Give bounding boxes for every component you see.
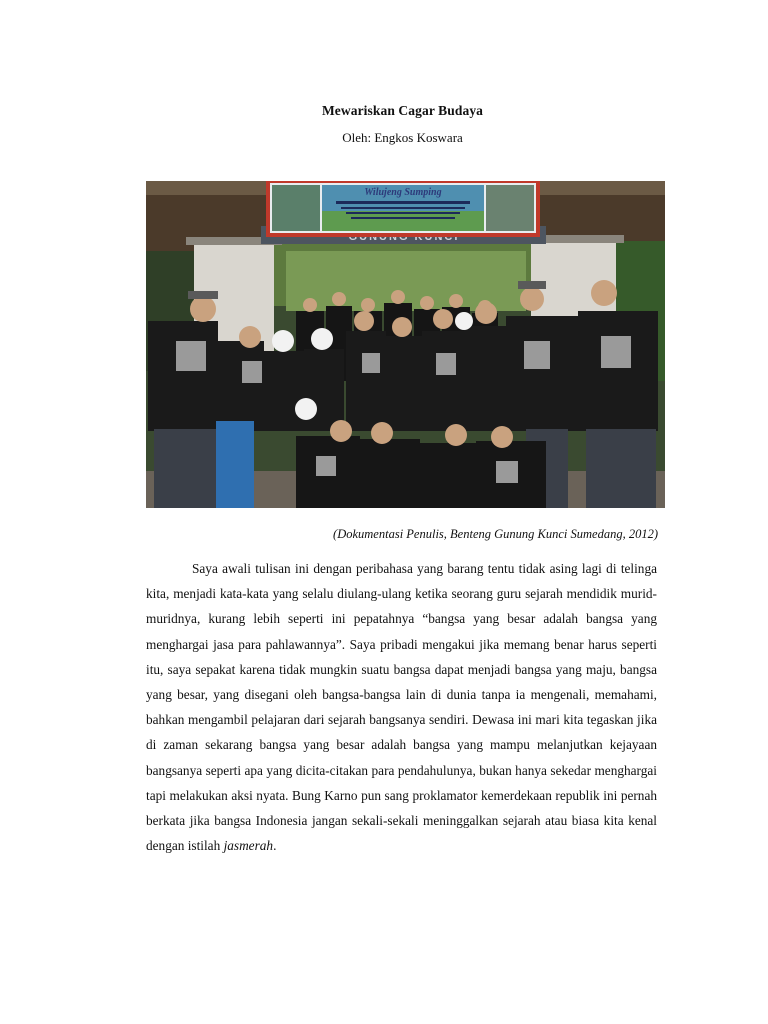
sign-text: Wilujeng Sumping (364, 187, 442, 198)
paragraph-emphasis: jasmerah (223, 838, 274, 854)
group-photo (146, 181, 665, 508)
document-author: Oleh: Engkos Koswara (342, 130, 463, 145)
photo-caption: (Dokumentasi Penulis, Benteng Gunung Kunci Sumedang, 2012) (333, 527, 658, 541)
document-title: Mewariskan Cagar Budaya (321, 103, 484, 118)
body-paragraph (146, 556, 657, 858)
paragraph-text: Saya awali tulisan ini dengan peribahasa yang barang tentu tidak asing lagi di telinga kita, menjadi kata-kata yang selalu diulang-ulang ketika seorang guru sejarah mendidik murid-muridnya, kurang lebih seperti ini pepatahnya “bangsa yang besar adalah bangsa yang menghargai jasa para pahlawannya”. Saya pribadi mengakui jika memang benar harus seperti itu, saya sepakat karena tidak mungkin suatu bangsa dapat menjadi bangsa yang maju, bangsa yang besar, yang disegani oleh bangsa-bangsa lain di dunia tanpa ia mengenali, memahami, bahkan mengambil pelajaran dari sejarah bangsanya sendiri. Dewasa ini mari kita tegaskan jika di zaman sekarang bangsa yang besar adalah bangsa yang mampu melanjutkan kejayaan bangsanya seperti apa yang dicita-citakan para pendahulunya, bukan hanya sekedar menghargai tapi melakukan aksi nyata. Bung Karno pun sang proklamator kemerdekaan republik ini pernah berkata jika bangsa Indonesia jangan sekali-sekali meninggalkan sejarah atau biasa kita kenal dengan istilah (146, 561, 657, 854)
paragraph-end: . (273, 838, 277, 854)
